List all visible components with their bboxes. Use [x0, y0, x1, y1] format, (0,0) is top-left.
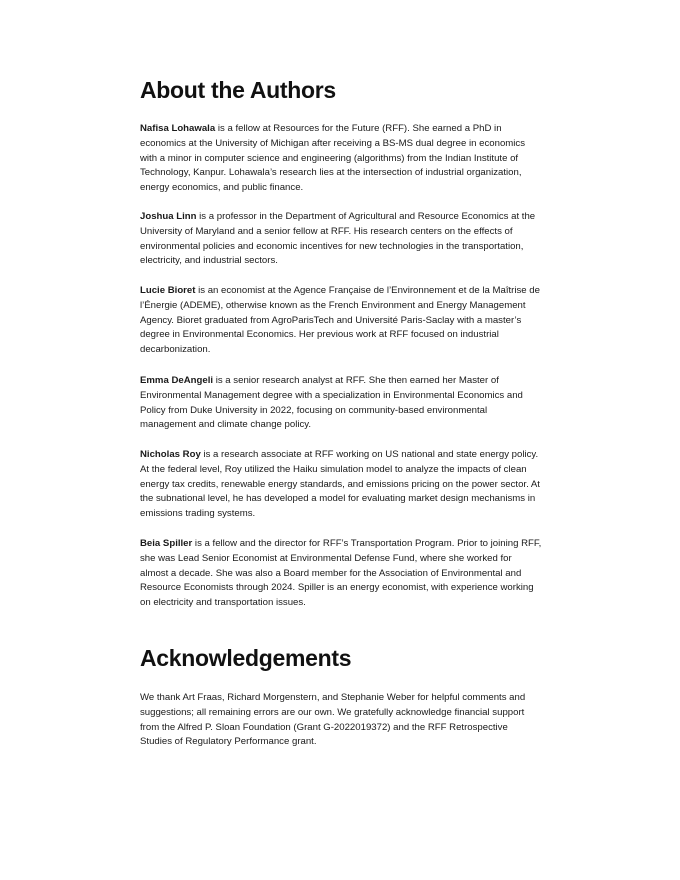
- author-bio-text: is a fellow and the director for RFF’s Transportation Program. Prior to joining RFF, she was Lead Senior Economist at Environmental Defense Fund, where she worked for almost a decade. She was also a Board member for the Association of Environmental and Resource Economists through 2024. Spiller is an energy economist, with experience working on electricity and transportation issues.: [140, 538, 542, 609]
- about-authors-heading: About the Authors: [140, 77, 336, 103]
- author-name: Emma DeAngeli: [140, 375, 214, 386]
- author-bio-text: is a fellow at Resources for the Future (RFF). She earned a PhD in economics at the University of Michigan after receiving a BS-MS dual degree in economics with a minor in computer science and engineering (algorithms) from the Indian Institute of Technology, Kanpur. Lohawala’s research lies at the intersection of industrial organization, energy economics, and public finance.: [140, 123, 525, 194]
- author-bio: [140, 537, 542, 611]
- author-bio: [140, 210, 542, 269]
- author-bio: [140, 284, 542, 358]
- author-bio-text: is a senior research analyst at RFF. She then earned her Master of Environmental Management degree with a specialization in Environmental Economics and Policy from Duke University in 2022, focusing on community-based environmental management and climate change policy.: [140, 375, 523, 431]
- acknowledgements-text: We thank Art Fraas, Richard Morgenstern, and Stephanie Weber for helpful comments and suggestions; all remaining errors are our own. We gratefully acknowledge financial support from the Alfred P. Sloan Foundation (Grant G-2022019372) and the RFF Retrospective Studies of Regulatory Performance grant.: [140, 692, 526, 748]
- author-bio-text: is a research associate at RFF working on US national and state energy policy. At the federal level, Roy utilized the Haiku simulation model to analyze the impacts of clean energy tax credits, renewable energy standards, and emissions pricing on the power sector. At the subnational level, he has developed a model for evaluating market design mechanisms in emissions trading systems.: [140, 449, 540, 520]
- author-bio-text: is a professor in the Department of Agricultural and Resource Economics at the University of Maryland and a senior fellow at RFF. His research centers on the effects of environmental policies and economic incentives for new technologies in the transportation, electricity, and industrial sectors.: [140, 211, 536, 267]
- author-bio: [140, 448, 542, 522]
- acknowledgements-heading: Acknowledgements: [140, 645, 352, 671]
- author-name: Beia Spiller: [140, 538, 193, 549]
- author-bio: [140, 374, 542, 433]
- author-name: Joshua Linn: [140, 211, 197, 222]
- author-bio: [140, 122, 542, 196]
- author-name: Nicholas Roy: [140, 449, 201, 460]
- author-name: Nafisa Lohawala: [140, 123, 216, 134]
- author-name: Lucie Bioret: [140, 285, 196, 296]
- author-bio-text: is an economist at the Agence Française de l’Environnement et de la Maîtrise de l’Énergie (ADEME), otherwise known as the French Environment and Energy Management Agency. Bioret graduated from AgroParisTech and Université Paris-Saclay with a master’s degree in Environmental Economics. Her previous work at RFF focused on industrial decarbonization.: [140, 285, 540, 356]
